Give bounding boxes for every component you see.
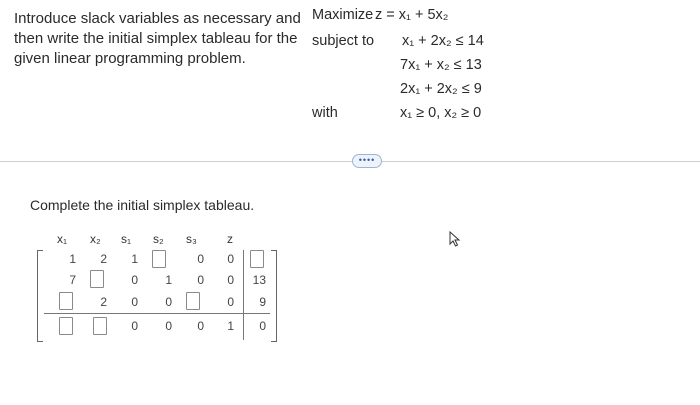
rhs-separator (243, 250, 244, 340)
input-r4-x2[interactable] (93, 317, 107, 335)
cell-r4-z: 1 (227, 319, 234, 333)
input-r1-s2[interactable] (152, 250, 166, 268)
header-s3: s₃ (186, 232, 197, 246)
header-s2: s₂ (153, 232, 164, 246)
cell-r2-s3: 0 (197, 273, 204, 287)
nonnegativity-constraints: x₁ ≥ 0, x₂ ≥ 0 (400, 105, 482, 121)
cell-r2-s1: 0 (131, 273, 138, 287)
instruction-line-2: then write the initial simplex tableau for the (14, 30, 298, 47)
input-r2-x2[interactable] (90, 270, 104, 288)
tableau-prompt: Complete the initial simplex tableau. (30, 197, 255, 213)
constraint-3: 2x₁ + 2x₂ ≤ 9 (400, 81, 482, 97)
input-r4-x1[interactable] (59, 317, 73, 335)
input-r3-s3[interactable] (186, 292, 200, 310)
cell-r2-z: 0 (227, 273, 234, 287)
cell-r4-s3: 0 (197, 319, 204, 333)
header-s1: s₁ (121, 232, 132, 246)
cell-r2-s2: 1 (165, 273, 172, 287)
right-bracket (271, 250, 277, 342)
cell-r2-x1: 7 (69, 273, 76, 287)
subject-to-label: subject to (312, 33, 375, 49)
constraint-2: 7x₁ + x₂ ≤ 13 (400, 57, 482, 73)
header-z: z (227, 232, 233, 246)
cell-r1-s1: 1 (131, 252, 138, 266)
input-r1-rhs[interactable] (250, 250, 264, 268)
instruction-line-3: given linear programming problem. (14, 50, 246, 67)
constraint-1: x₁ + 2x₂ ≤ 14 (402, 33, 484, 49)
cell-r1-z: 0 (227, 252, 234, 266)
cell-r1-x1: 1 (69, 252, 76, 266)
more-button[interactable]: •••• (352, 154, 382, 168)
cell-r3-rhs: 9 (259, 295, 266, 309)
with-label: with (312, 105, 338, 121)
header-x2: x₂ (90, 232, 101, 246)
cell-r3-z: 0 (227, 295, 234, 309)
cell-r4-s1: 0 (131, 319, 138, 333)
objective-function: z = x₁ + 5x₂ (375, 7, 449, 23)
cell-r3-s2: 0 (165, 295, 172, 309)
left-bracket (37, 250, 43, 342)
cell-r2-rhs: 13 (252, 273, 266, 287)
instruction-line-1: Introduce slack variables as necessary and (14, 10, 301, 27)
cell-r3-x2: 2 (100, 295, 107, 309)
header-x1: x₁ (57, 232, 68, 246)
cell-r1-s3: 0 (197, 252, 204, 266)
mouse-pointer-icon (448, 231, 462, 252)
input-r3-x1[interactable] (59, 292, 73, 310)
objective-row-separator (44, 313, 270, 314)
maximize-label: Maximize (312, 7, 374, 23)
cell-r4-s2: 0 (165, 319, 172, 333)
cell-r3-s1: 0 (131, 295, 138, 309)
cell-r1-x2: 2 (100, 252, 107, 266)
cell-r4-rhs: 0 (259, 319, 266, 333)
